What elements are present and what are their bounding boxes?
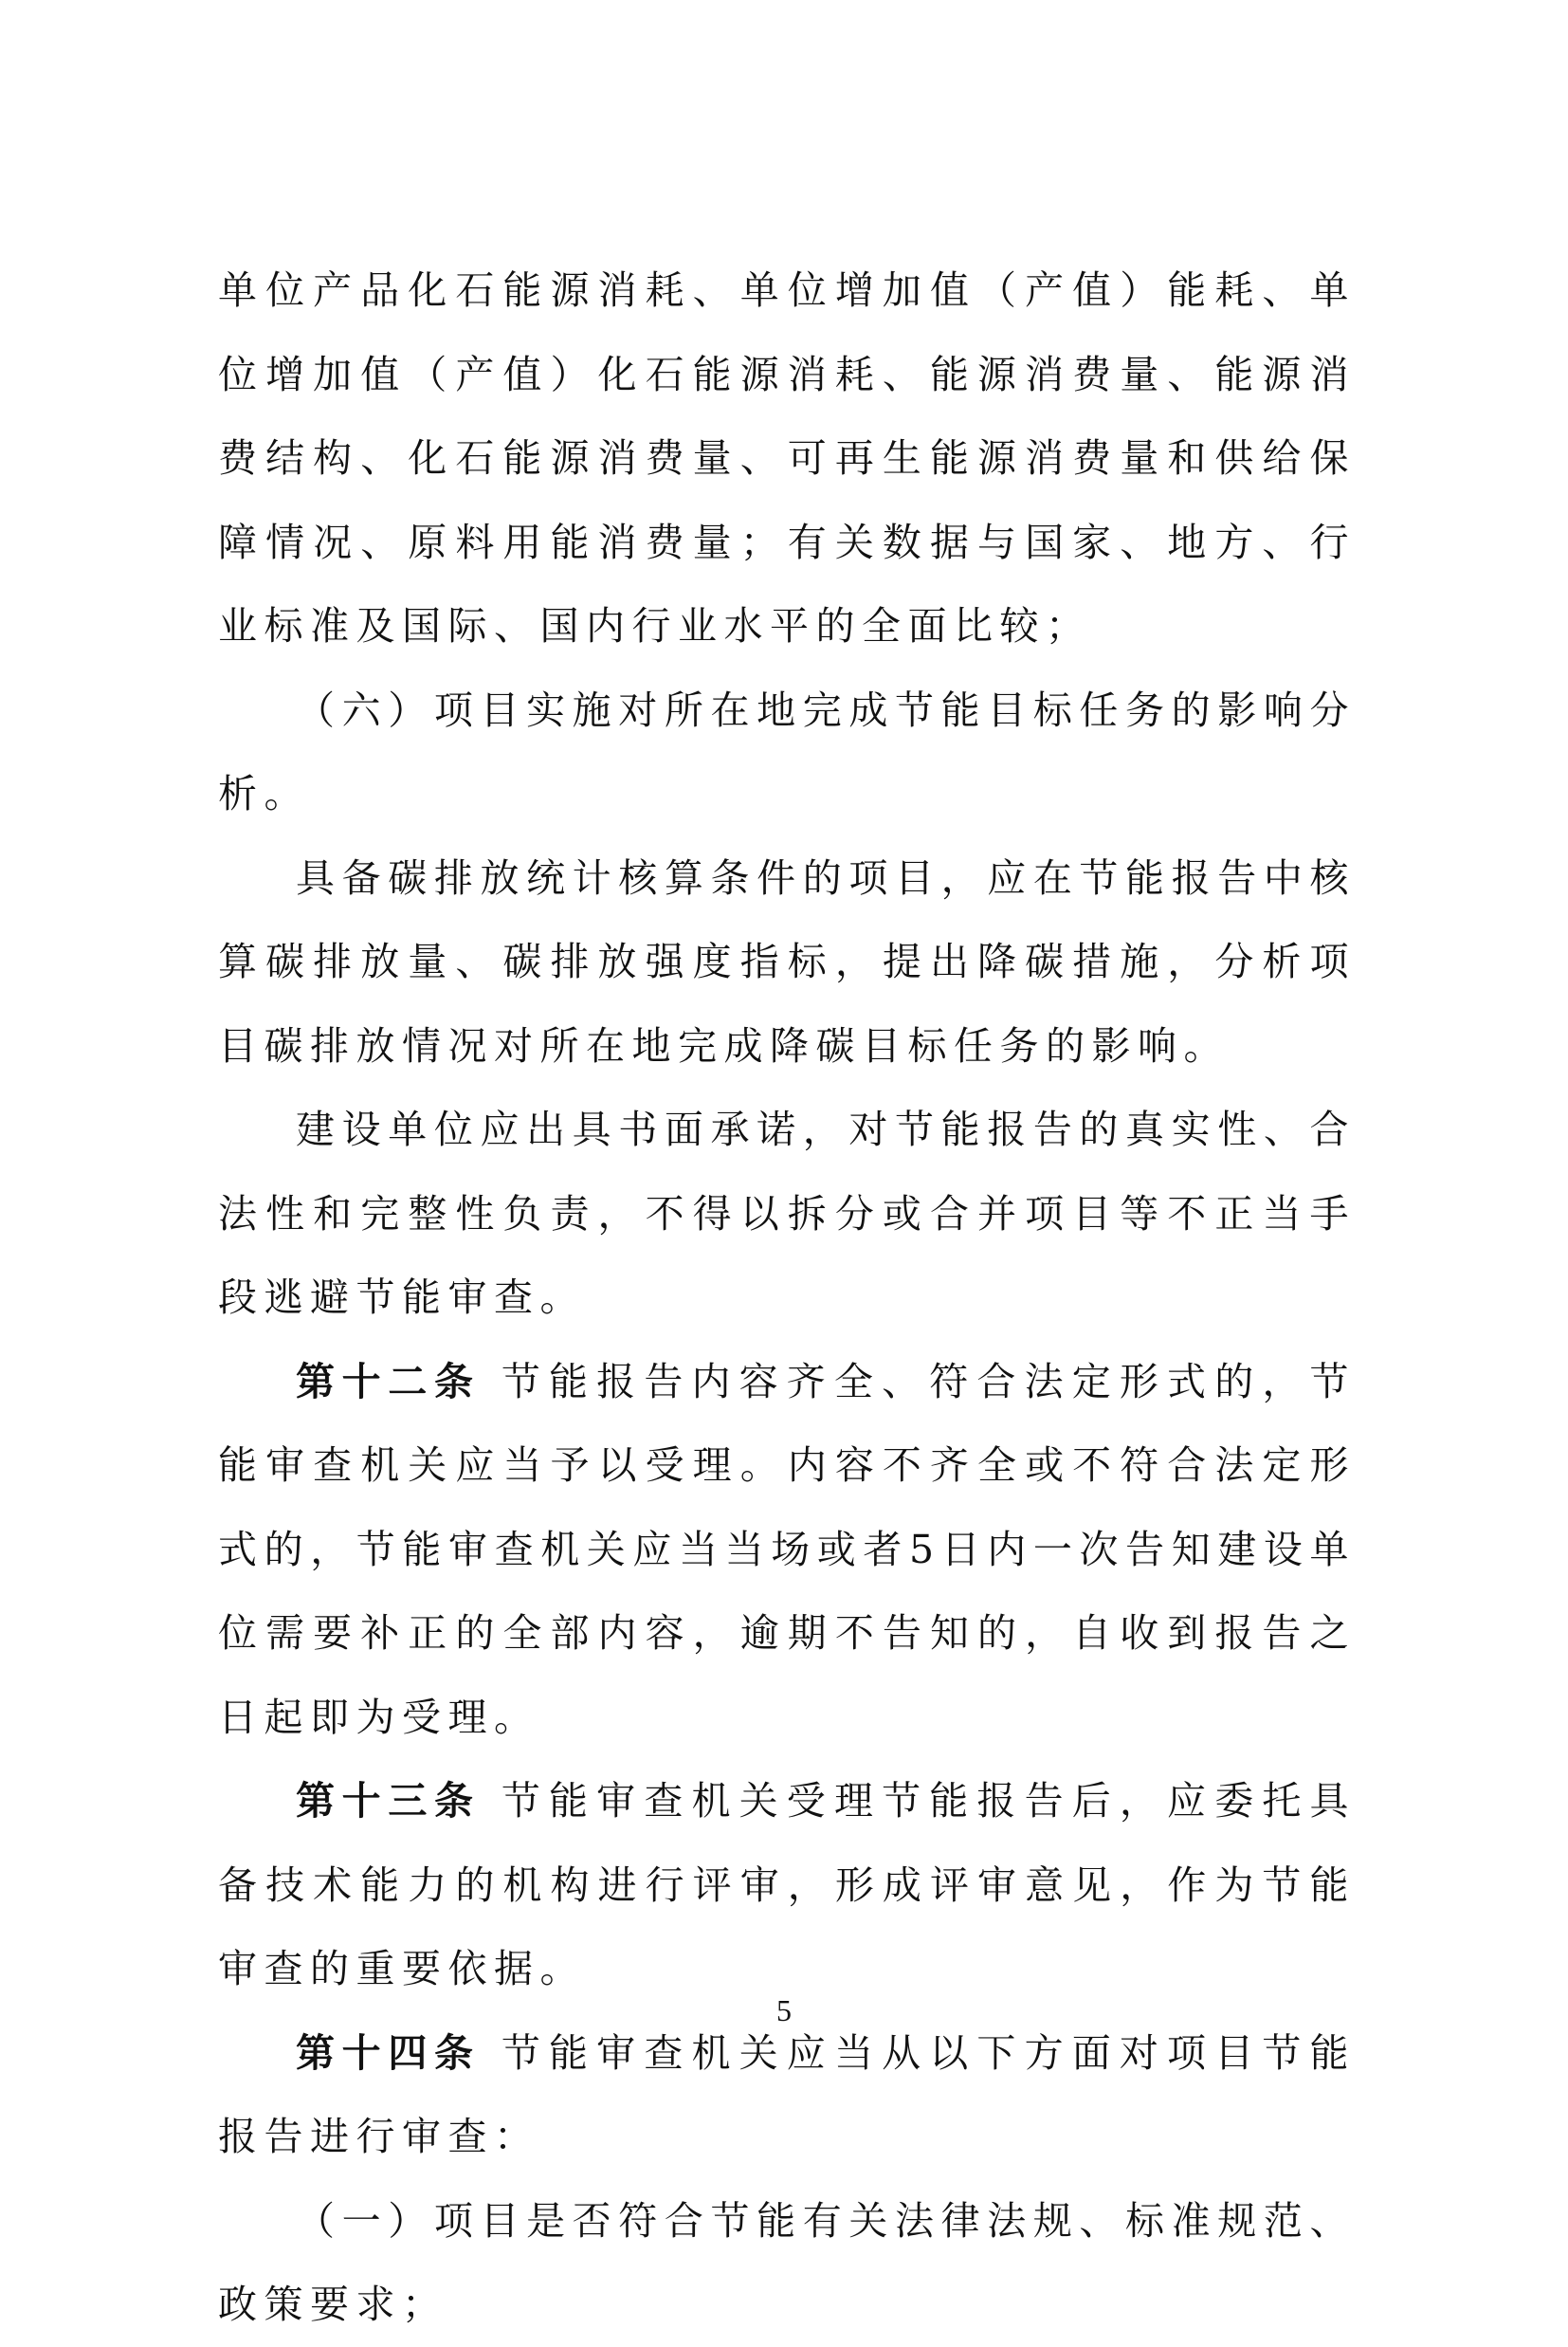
article-fourteen — [218, 2011, 1356, 2179]
item-six: （六）项目实施对所在地完成节能目标任务的影响分析。 — [218, 687, 1356, 816]
paragraph-commitment: 建设单位应出具书面承诺，对节能报告的真实性、合法性和完整性负责，不得以拆分或合并项目等不正当手段逃避节能审查。 — [218, 1107, 1356, 1320]
article-thirteen-heading: 第十三条 — [296, 1778, 481, 1824]
document-body — [218, 248, 1356, 2347]
article-twelve — [218, 1340, 1356, 1760]
paragraph-continuation: 单位产品化石能源消耗、单位增加值（产值）能耗、单位增加值（产值）化石能源消耗、能源消费量、能源消费结构、化石能源消费量、可再生能源消费量和供给保障情况、原料用能消费量；有关数据与国家、地方、行业标准及国际、国内行业水平的全面比较； — [218, 267, 1356, 649]
item-one: （一）项目是否符合节能有关法律法规、标准规范、政策要求； — [218, 2197, 1356, 2327]
paragraph-carbon-emission: 具备碳排放统计核算条件的项目，应在节能报告中核算碳排放量、碳排放强度指标，提出降碳措施，分析项目碳排放情况对所在地完成降碳目标任务的影响。 — [218, 854, 1356, 1069]
article-twelve-text: 节能报告内容齐全、符合法定形式的，节能审查机关应当予以受理。内容不齐全或不符合法定形式的，节能审查机关应当当场或者5日内一次告知建设单位需要补正的全部内容，逾期不告知的，自收到报告之日起即为受理。 — [218, 1358, 1357, 1740]
article-twelve-heading: 第十二条 — [296, 1358, 481, 1404]
article-thirteen-text: 节能审查机关受理节能报告后，应委托具备技术能力的机构进行评审，形成评审意见，作为节能审查的重要依据。 — [218, 1778, 1357, 1991]
article-fourteen-text: 节能审查机关应当从以下方面对项目节能报告进行审查： — [218, 2029, 1357, 2159]
page-number: 5 — [776, 1993, 792, 2027]
article-thirteen — [218, 1759, 1356, 2011]
article-fourteen-heading: 第十四条 — [296, 2029, 481, 2076]
